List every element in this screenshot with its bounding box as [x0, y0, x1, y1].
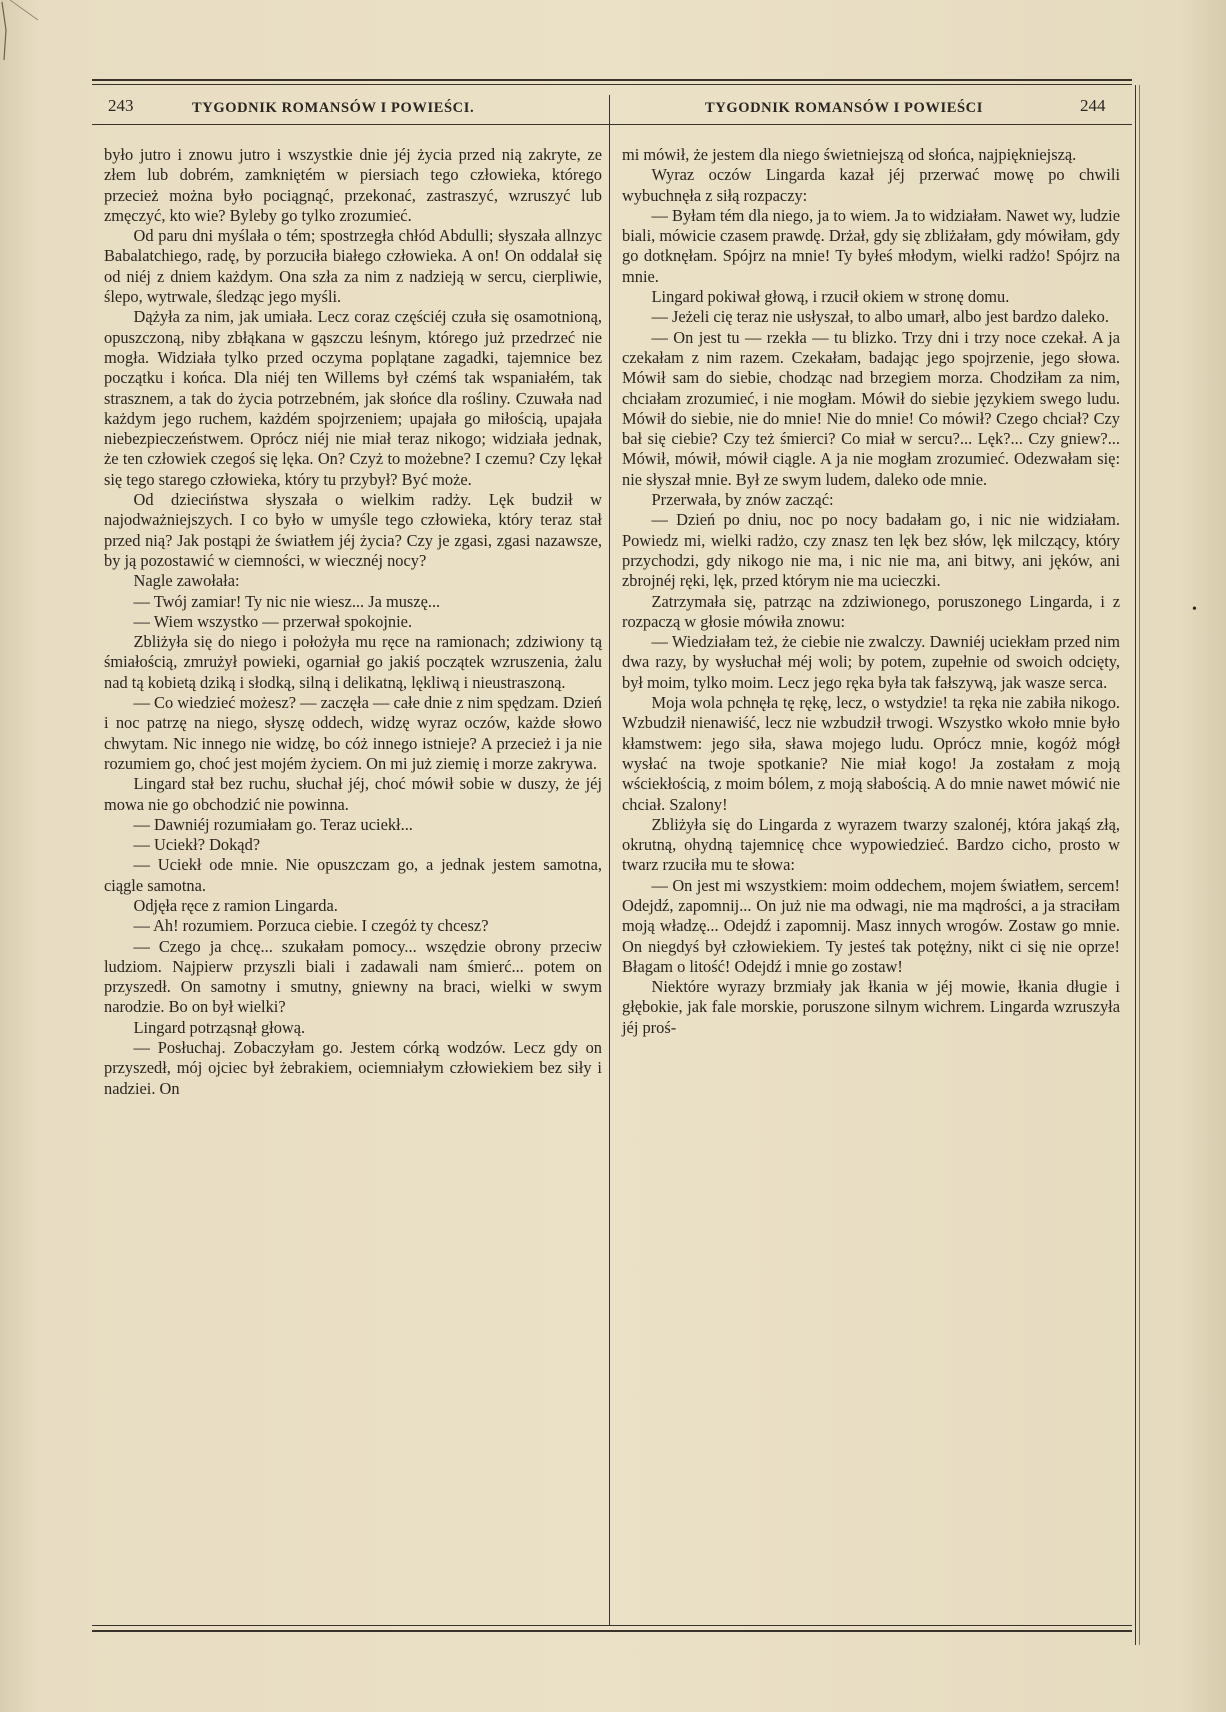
paragraph: było jutro i znowu jutro i wszystkie dnie jéj życia przed nią zakryte, ze złem lub dobrém, zamkniętém w piersiach tego człowieka, którego przecież można było pociągnąć, przekonać, zastraszyć, wzruszyć lub zmęczyć, kto wie? Byleby go tylko zrozumieć.	[104, 145, 602, 225]
header-underline	[92, 124, 1132, 125]
paragraph: Przerwała, by znów zacząć:	[651, 490, 834, 510]
paragraph: Zbliżyła się do niego i położyła mu ręce na ramionach; zdziwiony tą śmiałością, zmrużył powieki, ogarniał go jakiś początek wzruszenia, żalu nad tą kobietą dziką i słodką, silną i delikatną, lękliwą i nieustraszoną.	[104, 632, 602, 692]
right-text-column	[622, 145, 1120, 1038]
column-divider	[609, 95, 610, 1625]
paragraph: Lingard potrząsnął głową.	[133, 1017, 306, 1037]
left-page-number: 243	[108, 96, 134, 115]
right-border-outer	[1139, 85, 1140, 1645]
paragraph: — On jest tu — rzekła — tu blizko. Trzy dni i trzy noce czekał. A ja czekałam z nim razem. Czekałam, badając jego spojrzenie, jego słowa. Mówił sam do siebie, chodząc nad brzegiem morza. Chodziłam za nim, chciałam zrozumieć, i nie mogłam. Mówił do siebie językiem swego ludu. Mówił do siebie, nie do mnie! Nie do mnie! Co mówił? Czego chciał? Czy bał się ciebie? Czy też śmierci? Co miał w sercu?... Lęk?... Czy gniew?... Mówił, mówił, mówił ciągle. A ja nie mogłam zrozumieć. Odezwałam się: nie słyszał mnie. Był ze swym ludem, daleko ode mnie.	[622, 327, 1120, 489]
paragraph: — Ah! rozumiem. Porzuca ciebie. I czegóż ty chcesz?	[133, 916, 489, 936]
margin-mark: •	[1192, 602, 1197, 617]
paragraph: Niektóre wyrazy brzmiały jak łkania w jéj mowie, łkania długie i głębokie, jak fale morskie, poruszone silnym wichrem. Lingarda wzruszyła jéj proś-	[622, 977, 1120, 1037]
paragraph: — Wiedziałam też, że ciebie nie zwalczy. Dawniéj uciekłam przed nim dwa razy, by wysłuchał méj woli; by potem, zupełnie od swoich odcięty, był moim, tylko moim. Lecz jego ręka była tak fałszywą, jak wasze serca.	[622, 632, 1120, 692]
paragraph: Dążyła za nim, jak umiała. Lecz coraz częściéj czuła się osamotnioną, opuszczoną, niby zbłąkana w gąszczu leśnym, którego już przedrzeć nie mogła. Widziała tylko przed oczyma poplątane zagadki, tajemnice bez początku i końca. Dla niéj ten Willems był czémś tak wspaniałém, tak strasznem, a tak do życia potrzebném, jak słońce dla rośliny. Czuwała nad każdym jego ruchem, każdém spojrzeniem; upajała go miłością, upajała niebezpieczeństwem. Oprócz niéj nie miał teraz nikogo; widziała jednak, że ten człowiek czegoś się lęka. On? Czyż to możebne? I czemu? Czy lękał się tego starego człowieka, który tu przybył? Być może.	[104, 307, 602, 489]
paragraph: — Dzień po dniu, noc po nocy badałam go, i nic nie widziałam. Powiedz mi, wielki radżo, czy znasz ten lęk bez słów, lęk milczący, który przychodzi, gdy nikogo nie ma, i nic nie ma, ani bitwy, ani jęków, ani zbrojnéj ręki, lęk, przed którym nie ma ucieczki.	[622, 510, 1120, 591]
paragraph: — Dawniéj rozumiałam go. Teraz uciekł...	[133, 814, 413, 834]
paragraph: Od dzieciństwa słyszała o wielkim radży. Lęk budził w najodważniejszych. I co było w umyśle tego człowieka, który teraz stał przed nią? Jak postąpi że światłem jéj życia? Czy je zgasi, zgasi nazawsze, by ją pozostawić w ciemności, w wiecznéj nocy?	[104, 490, 602, 570]
paragraph: — On jest mi wszystkiem: moim oddechem, mojem światłem, sercem! Odejdź, zapomnij... On już nie ma odwagi, nie ma mądrości, a ja straciłam moją władzę... Odejdź i zapomnij. Masz innych wrogów. Zostaw go mnie. On niegdyś był człowiekiem. Ty jesteś tak potężny, nikt ci się nie oprze! Błagam o litość! Odejdź i mnie go zostaw!	[622, 875, 1120, 976]
bottom-rule	[92, 1625, 1132, 1626]
left-running-title: TYGODNIK ROMANSÓW I POWIEŚCI.	[192, 100, 475, 116]
paragraph: — Wiem wszystko — przerwał spokojnie.	[133, 611, 413, 631]
left-text-column	[104, 145, 602, 1099]
paragraph: Odjęła ręce z ramion Lingarda.	[133, 895, 338, 915]
paragraph: — Twój zamiar! Ty nic nie wiesz... Ja muszę...	[133, 591, 441, 611]
bottom-rule-thick	[92, 1630, 1132, 1632]
paragraph: Lingard pokiwał głową, i rzucił okiem w stronę domu.	[651, 287, 1010, 307]
paragraph: — Jeżeli cię teraz nie usłyszał, to albo umarł, albo jest bardzo daleko.	[651, 307, 1109, 327]
paragraph: mi mówił, że jestem dla niego świetniejszą od słońca, najpiękniejszą.	[622, 145, 1077, 164]
paragraph: Lingard stał bez ruchu, słuchał jéj, choć mówił sobie w duszy, że jéj mowa nie go obchodzić nie powinna.	[104, 774, 602, 814]
paragraph: Moja wola pchnęła tę rękę, lecz, o wstydzie! ta ręka nie zabiła nikogo. Wzbudził nienawiść, lecz nie wzbudził trwogi. Wszystko wkoło mnie było kłamstwem: jego siła, sława mojego ludu. Oprócz mnie, kogóż mógł wysłać na twoje spotkanie? Nie miał kogo! Ja zostałam z moją wściekłością, z moim bólem, z moją słabością. A do mnie nawet mówić nie chciał. Szalony!	[622, 693, 1120, 814]
paragraph: Zatrzymała się, patrząc na zdziwionego, poruszonego Lingarda, i z rozpaczą w głosie mówiła znowu:	[622, 591, 1120, 631]
paragraph: Zbliżyła się do Lingarda z wyrazem twarzy szalonéj, która jakąś złą, okrutną, ohydną tajemnicę chce wypowiedzieć. Bardzo cicho, prosto w twarz rzuciła mu te słowa:	[622, 814, 1120, 875]
page-fold-mark	[0, 0, 40, 90]
paragraph: — Byłam tém dla niego, ja to wiem. Ja to widziałam. Nawet wy, ludzie biali, mówicie czasem prawdę. Drżał, gdy się zbliżałam, gdy mówiłam, gdy go dotknęłam. Spójrz na mnie! Ty byłeś młodym, wielki radżo! Spójrz na mnie.	[622, 205, 1120, 286]
paragraph: — Czego ja chcę... szukałam pomocy... wszędzie obrony przeciw ludziom. Najpierw przyszli biali i zadawali nam śmierć... potem on przyszedł. On samotny i smutny, gniewny na braci, wielki w swym narodzie. Bo on był wielki?	[104, 936, 602, 1017]
paragraph: — Uciekł ode mnie. Nie opuszczam go, a jednak jestem samotna, ciągle samotna.	[104, 855, 602, 895]
paragraph: — Co wiedzieć możesz? — zaczęła — całe dnie z nim spędzam. Dzień i noc patrzę na niego, słyszę oddech, widzę wyraz oczów, każde słowo chwytam. Nic innego nie widzę, bo cóż innego istnieje? A przecież i ja nie rozumiem go, choć jest mojém życiem. On mi już ziemię i morze zakrywa.	[104, 693, 602, 773]
paragraph: Wyraz oczów Lingarda kazał jéj przerwać mowę po chwili wybuchnęła z siłą rozpaczy:	[622, 165, 1120, 205]
top-rule	[92, 79, 1132, 81]
right-page-number: 244	[1080, 96, 1106, 115]
paragraph: Nagle zawołała:	[133, 571, 240, 591]
top-rule-thin	[92, 84, 1132, 85]
right-border	[1135, 85, 1136, 1645]
paragraph: — Posłuchaj. Zobaczyłam go. Jestem córką wodzów. Lecz gdy on przyszedł, mój ojciec był żebrakiem, ociemniałym człowiekiem bez siły i nadziei. On	[104, 1038, 602, 1098]
paragraph: — Uciekł? Dokąd?	[133, 835, 261, 855]
right-running-title: TYGODNIK ROMANSÓW I POWIEŚCI	[705, 100, 983, 116]
paragraph: Od paru dni myślała o tém; spostrzegła chłód Abdulli; słyszała allnzyc Babalatchiego, radę, by porzuciła białego człowieka. A on! On oddalał się od niéj z dniem każdym. Ona szła za nim z nadzieją w sercu, cierpliwie, ślepo, wytrwale, śledząc jego myśli.	[104, 226, 602, 307]
